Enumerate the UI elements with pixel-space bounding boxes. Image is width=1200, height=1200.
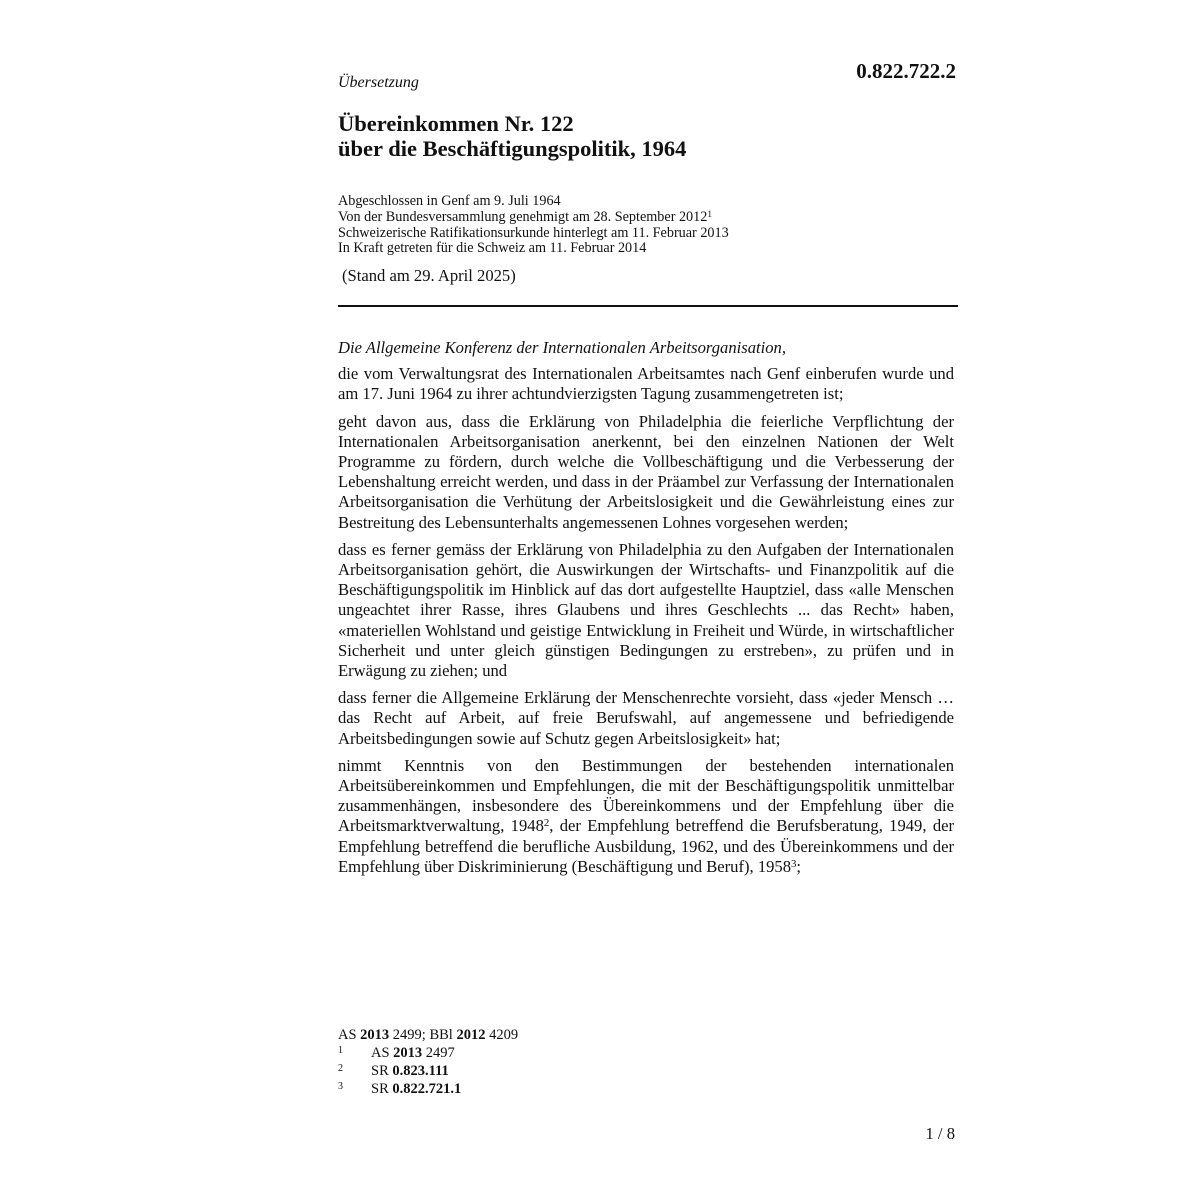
source-as-label: AS — [338, 1027, 357, 1043]
translation-label: Übersetzung — [338, 74, 419, 91]
preamble-intro: Die Allgemeine Konferenz der Internationalen Arbeitsorganisation, — [338, 338, 786, 357]
title-line-2: über die Beschäftigungspolitik, 1964 — [338, 136, 687, 161]
source-as-year: 2013 — [360, 1027, 390, 1043]
preamble-paragraph-5 — [338, 756, 954, 877]
title-line-1: Übereinkommen Nr. 122 — [338, 111, 574, 136]
footnote-number: 3 — [338, 1081, 343, 1092]
footnotes — [338, 1045, 461, 1099]
footnote-text — [371, 1081, 461, 1097]
p5-text-3: ; — [796, 856, 802, 876]
preamble-paragraph-4: dass ferner die Allgemeine Erklärung der Menschenrechte vorsieht, dass «jeder Mensch … das Recht auf Arbeit, auf freie Berufswahl, auf angemessene und befriedigende Arbeitsbedingungen sowie auf Schutz gegen Arbeitslosigkeit» hat; — [338, 688, 954, 748]
footnote-ref-3[interactable]: 3 — [791, 858, 797, 871]
preamble-paragraph-1: die vom Verwaltungsrat des Internationalen Arbeitsamtes nach Genf einberufen wurde und am 17. Juni 1964 zu ihrer achtundvierzigsten Tagung zusammengetreten ist; — [338, 364, 954, 404]
source-as-page: 2499; — [392, 1027, 426, 1043]
p5-text-1: nimmt Kenntnis von den Bestimmungen der bestehenden internationalen Arbeitsübereinkommen und Empfehlungen, die mit der Beschäftigungspolitik unmittelbar zusammenhängen, insbesondere des Übereinkommens und der Empfehlung über die Arbeitsmarktverwaltung, 1948 — [338, 755, 954, 836]
meta-approved-text: Von der Bundesversammlung genehmigt am 28. September 2012 — [338, 208, 708, 225]
meta-in-force: In Kraft getreten für die Schweiz am 11. Februar 2014 — [338, 240, 647, 257]
footnote-prefix: AS — [371, 1045, 390, 1061]
footnote-ref-2[interactable]: 2 — [543, 817, 550, 830]
meta-ratification: Schweizerische Ratifikationsurkunde hinterlegt am 11. Februar 2013 — [338, 224, 729, 241]
footnote-bold: 0.823.111 — [392, 1063, 449, 1079]
footnote-bold: 2013 — [393, 1045, 423, 1061]
source-bbl-label: BBl — [429, 1027, 453, 1043]
footnote-bold: 0.822.721.1 — [392, 1081, 462, 1097]
sr-number: 0.822.722.2 — [856, 59, 956, 83]
header-divider — [338, 305, 958, 307]
document-metadata — [338, 194, 729, 257]
source-bbl-page: 4209 — [489, 1027, 519, 1043]
p5-text-2: , der Empfehlung betreffend die Berufsberatung, 1949, der Empfehlung betreffend die berufliche Ausbildung, 1962, und des Übereinkommens und der Empfehlung über Diskriminierung (Beschäftigung und Beruf), 1958 — [338, 816, 955, 876]
footnote-prefix: SR — [371, 1063, 389, 1079]
footnote-number: 2 — [338, 1063, 343, 1074]
footnote-number: 1 — [338, 1045, 343, 1056]
footnote-ref-1[interactable]: 1 — [707, 208, 712, 219]
footnote-text — [371, 1045, 455, 1061]
footnote — [338, 1081, 461, 1099]
meta-approved — [338, 210, 729, 226]
preamble-paragraph-2: geht davon aus, dass die Erklärung von Philadelphia die feierliche Verpflichtung der Internationalen Arbeitsorganisation anerkennt, bei den einzelnen Nationen der Welt Programme zu fördern, durch welche die Vollbeschäftigung und die Verbesserung der Lebenshaltung erreicht werden, und dass in der Präambel zur Verfassung der Internationalen Arbeitsorganisation die Verhütung der Arbeitslosigkeit und die Gewährleistung eines zur Bestreitung des Lebensunterhalts angemessenen Lohnes vorgesehen werden; — [338, 411, 954, 532]
footnote-prefix: SR — [371, 1081, 389, 1097]
footnote-suffix: 2497 — [425, 1045, 455, 1061]
preamble — [338, 338, 954, 884]
source-reference — [338, 1027, 518, 1044]
document-title — [338, 111, 686, 161]
footnote-text — [371, 1063, 449, 1079]
meta-concluded: Abgeschlossen in Genf am 9. Juli 1964 — [338, 193, 561, 209]
source-bbl-year: 2012 — [456, 1027, 486, 1043]
page-number: 1 / 8 — [925, 1124, 955, 1143]
status-date: (Stand am 29. April 2025) — [342, 266, 516, 285]
preamble-paragraph-3: dass es ferner gemäss der Erklärung von Philadelphia zu den Aufgaben der Internationalen Arbeitsorganisation gehört, die Auswirkungen der Wirtschafts- und Finanzpolitik auf die Beschäftigungspolitik im Hinblick auf das dort aufgestellte Hauptziel, dass «alle Menschen ungeachtet ihrer Rasse, ihres Glaubens und ihres Geschlechts ... das Recht» haben, «materiellen Wohlstand und geistige Entwicklung in Freiheit und Würde, in wirtschaftlicher Sicherheit und unter gleich günstigen Bedingungen zu erstreben», zu prüfen und in Erwägung zu ziehen; und — [338, 539, 954, 681]
